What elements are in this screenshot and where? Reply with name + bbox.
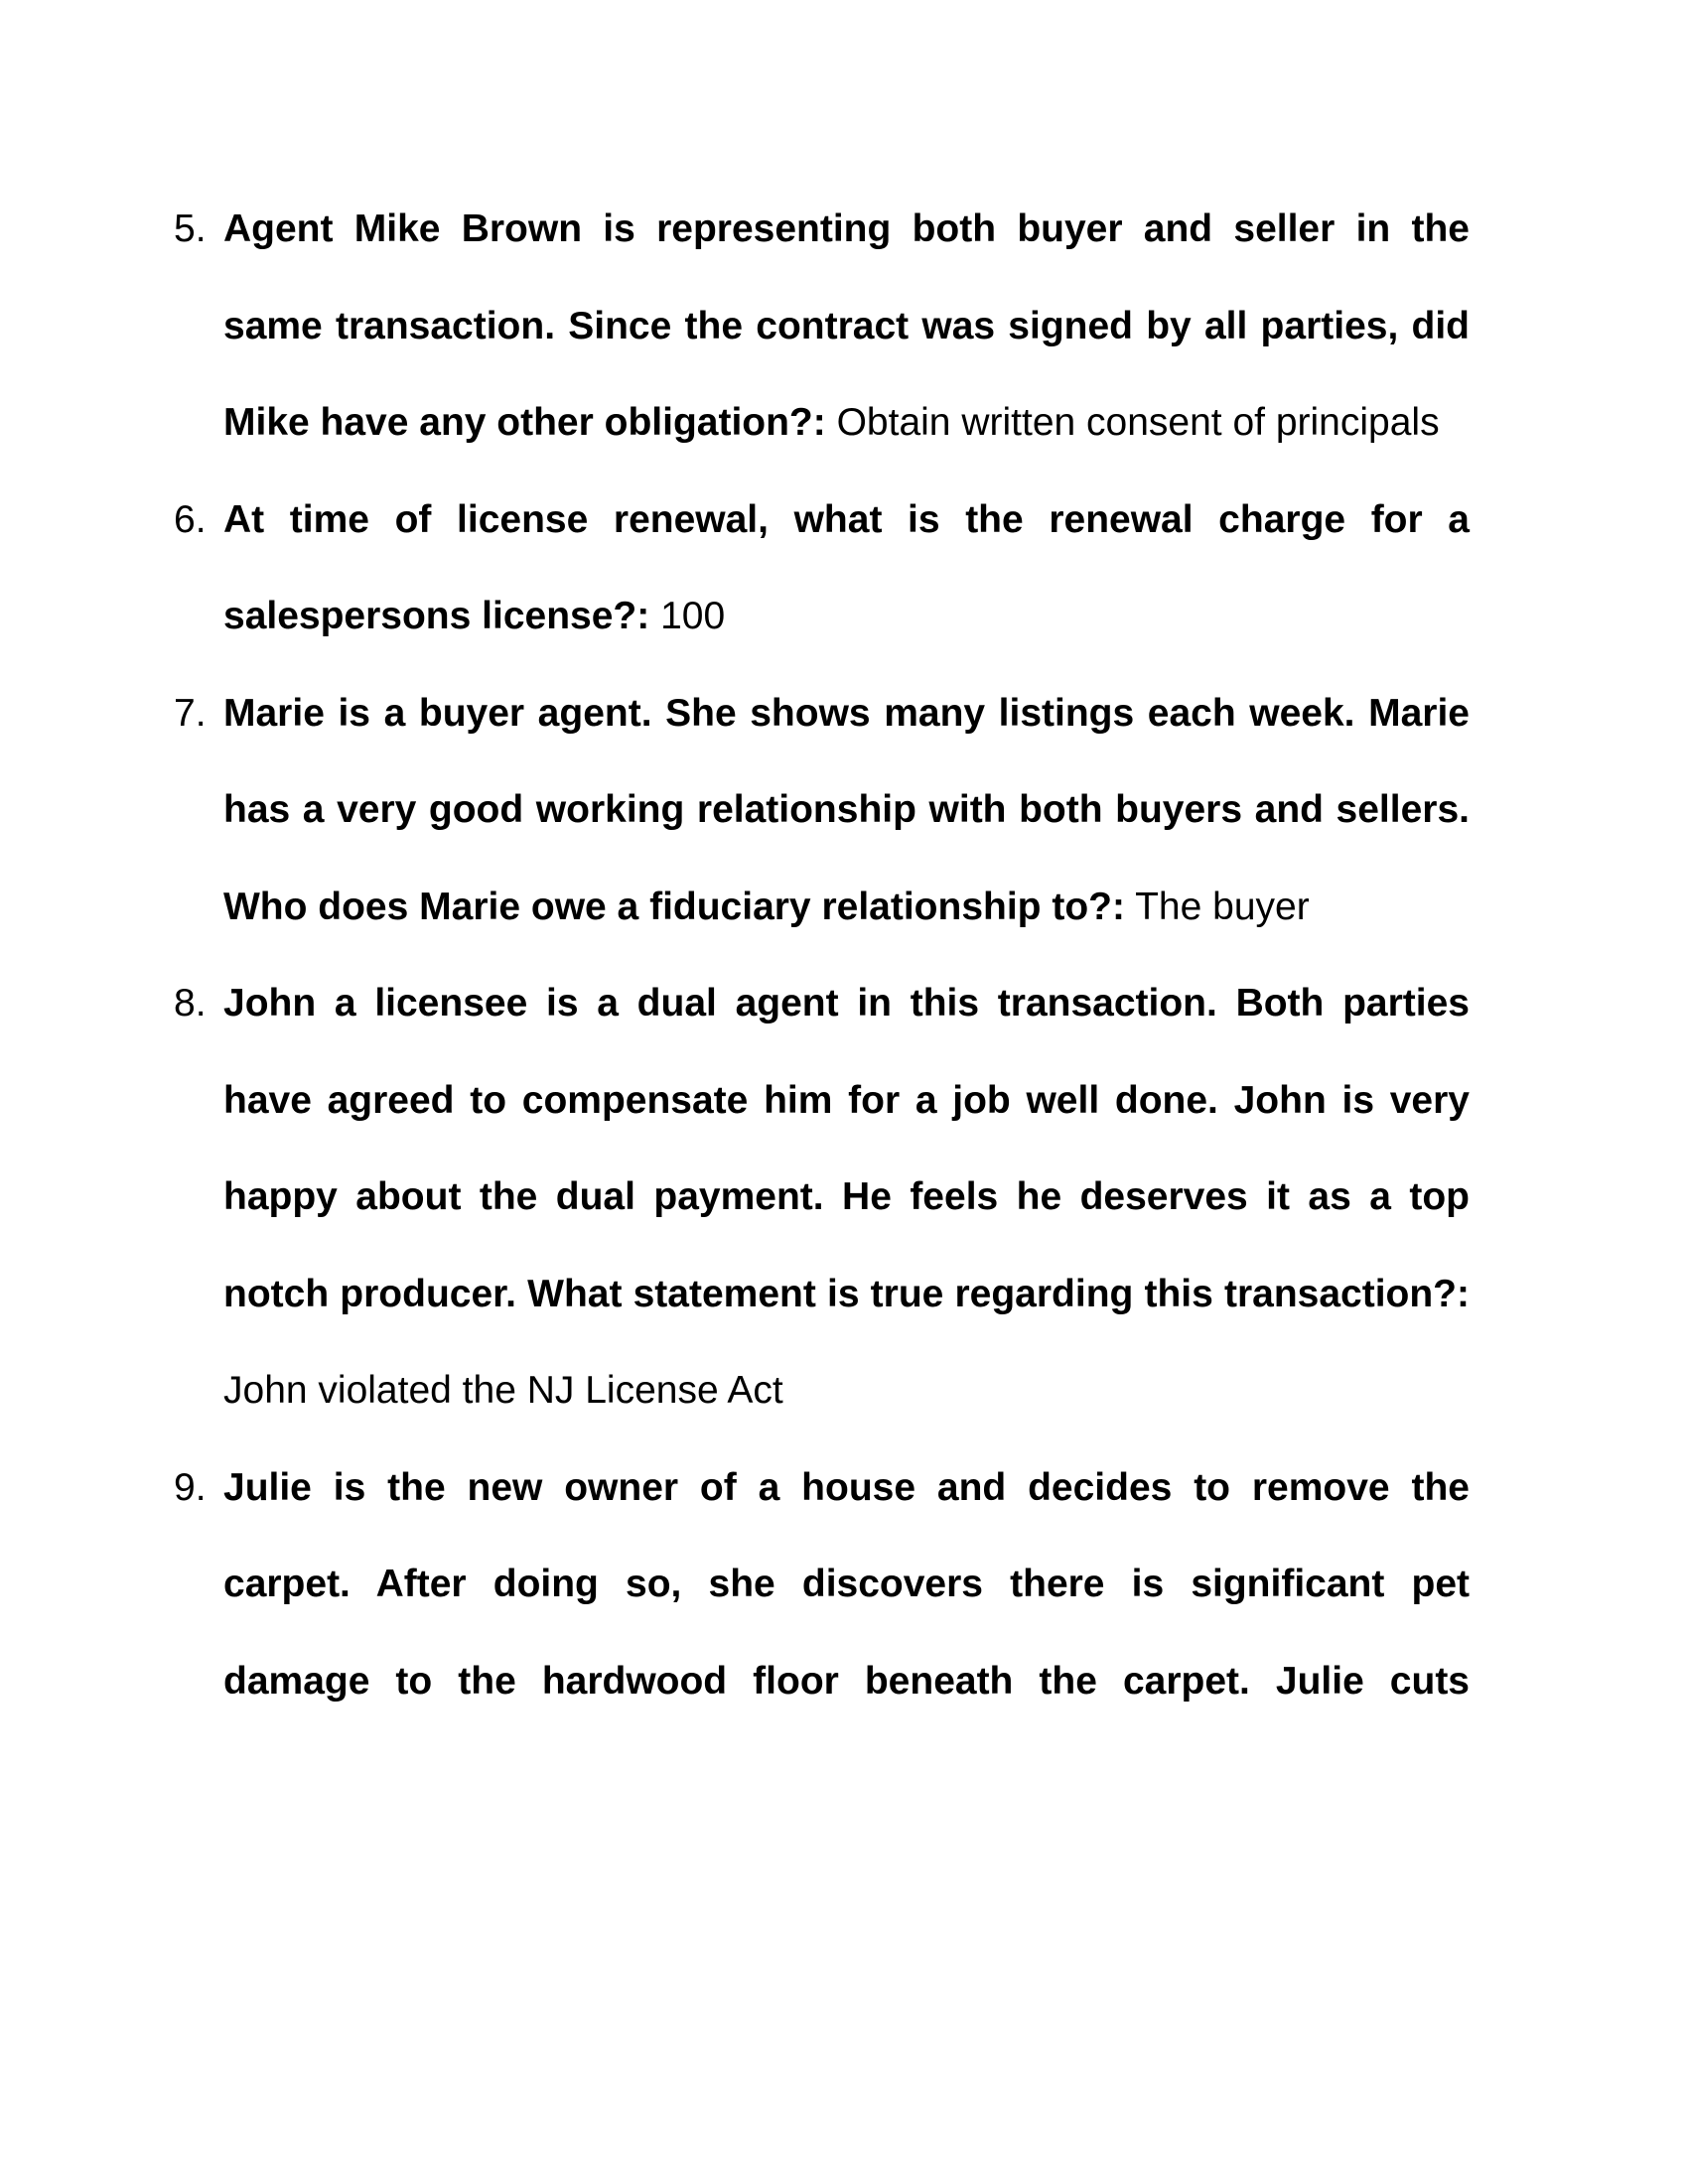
- question-list: [174, 181, 1470, 1729]
- question-text: Marie is a buyer agent. She shows many listings each week. Marie has a very good working relationship with both buyers and sellers. Who does Marie owe a fiduciary relationship to?:: [223, 691, 1470, 928]
- question-number: 9.: [174, 1465, 207, 1509]
- question-item-9: [174, 1439, 1470, 1730]
- question-item-8: [174, 955, 1470, 1439]
- question-text: At time of license renewal, what is the renewal charge for a salespersons license?:: [223, 497, 1470, 637]
- question-item-5: [174, 181, 1470, 472]
- answer-text: John violated the NJ License Act: [223, 1369, 783, 1412]
- question-number: 8.: [174, 982, 207, 1024]
- question-text: Agent Mike Brown is representing both buyer and seller in the same transaction. Since the contract was signed by all parties, did Mike have any other obligation?:: [223, 207, 1470, 444]
- question-text: Julie is the new owner of a house and decides to remove the carpet. After doing so, she discovers there is significant pet damage to the hardwood floor beneath the carpet. Julie cuts: [223, 1465, 1470, 1703]
- question-text: John a licensee is a dual agent in this transaction. Both parties have agreed to compensate him for a job well done. John is very happy about the dual payment. He feels he deserves it as a top notch producer. What statement is true regarding this transaction?:: [223, 982, 1470, 1315]
- answer-text: The buyer: [1135, 885, 1310, 928]
- question-number: 7.: [174, 691, 207, 735]
- answer-text: 100: [660, 595, 726, 637]
- question-number: 6.: [174, 497, 207, 541]
- answer-text: Obtain written consent of principals: [836, 401, 1440, 444]
- question-item-6: [174, 472, 1470, 665]
- question-number: 5.: [174, 207, 207, 250]
- question-item-7: [174, 665, 1470, 956]
